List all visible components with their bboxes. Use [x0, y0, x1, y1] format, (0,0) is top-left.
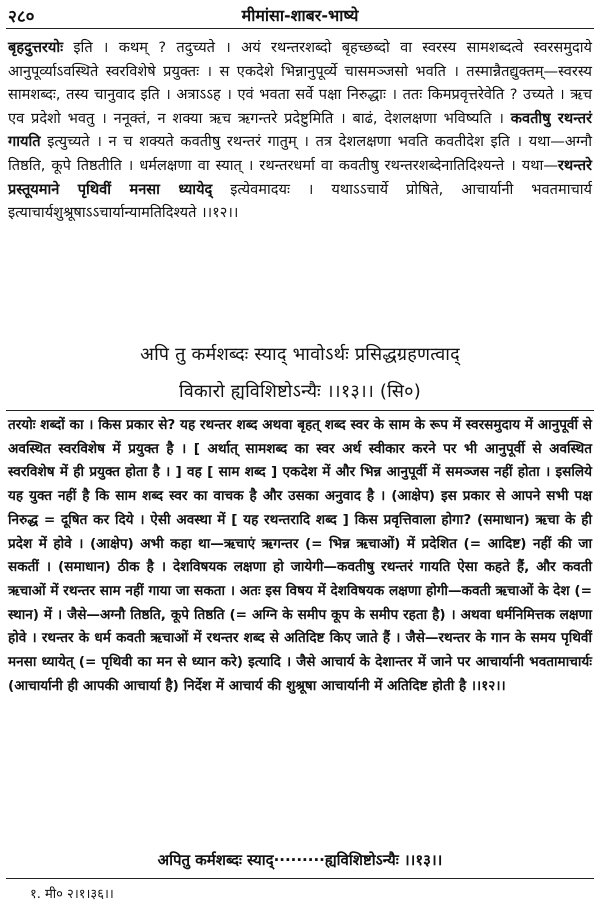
commentary-quote-2: रथन्तरे प्रस्तूयमाने पृथिवीं मनसा ध्यायेद्	[8, 156, 592, 198]
sutra-reference: अपितु कर्मशब्दः स्याद्·········ह्यविशिष्टोऽन्यैः ।।१३।।	[157, 851, 443, 869]
sanskrit-commentary	[8, 36, 592, 225]
footnote-rule	[6, 878, 594, 879]
siddhanta-marker: (सि०)	[379, 381, 421, 402]
commentary-text-3: इत्येवमादयः । यथाऽऽचार्ये प्रोषिते, आचार्यानी भवतमाचार्य इत्याचार्यशुश्रूषाऽऽचार्यान्यामतिदिश्यते ।।१२।।	[8, 180, 592, 222]
commentary-text-2: इत्युच्यते । न च शक्यते कवतीषु रथन्तरं गातुम् । तत्र देशलक्षणा भवति कवतीदेश इति । यथा—अग्नौ तिष्ठति, कूपे तिष्ठतीति । धर्मलक्षणा वा स्यात् । रथन्तरधर्मा वा कवतीषु रथन्तरशब्देनातिदिश्यन्ते । यथा—	[8, 133, 592, 174]
translation-rule	[6, 410, 594, 411]
commentary-text-1: इति । कथम् ? तदुच्यते । अयं रथन्तरशब्दो बृहच्छब्दो वा स्वरस्य सामशब्दत्वे स्वरसमुदाये आनुपूर्व्याऽवस्थिते स्वरविशेषे प्रयुक्तः । स एकदेशे भिन्नानुपूर्व्ये चासमञ्जसो भवति । तस्मान्नैतद्युक्तम्—स्वरस्य सामशब्दः, तस्य चानुवाद इति । अत्राऽऽह । एवं भवता सर्वे पक्षा निरुद्धाः । ततः किमप्रवृत्तरेवेति ? उच्यते । ऋच एव प्रदेशो भवतु । ननूक्तं, न शक्या ऋच ऋगन्तरे प्रदेष्टुमिति । बाढं, देशलक्षणा भविष्यति ।	[8, 39, 592, 127]
sutra-line-1: अपि तु कर्मशब्दः स्याद् भावोऽर्थः प्रसिद्धग्रहणत्वाद्	[140, 344, 460, 365]
commentary-lead: बृहदुत्तरयोः	[8, 39, 64, 56]
page-number: २८०	[8, 7, 35, 27]
hindi-paragraph: तरयोः शब्दों का । किस प्रकार से? यह रथन्तर शब्द अथवा बृहत् शब्द स्वर के साम के रूप में स्वरसमुदाय में आनुपूर्वी से अवस्थित स्वरविशेष में प्रयुक्त है । [ अर्थात् सामशब्द का स्वर अर्थ स्वीकार करने पर भी आनुपूर्वी से अवस्थित स्वरविशेष में ही प्रयुक्त होता है । ] वह [ साम शब्द ] एकदेश में और भिन्न आनुपूर्वी में समञ्जस नहीं होता । इसलिये यह युक्त नहीं है कि साम शब्द स्वर का वाचक है और उसका अनुवाद है । (आक्षेप) इस प्रकार से आपने सभी पक्ष निरुद्ध = दूषित कर दिये । ऐसी अवस्था में [ यह रथन्तरादि शब्द ] किस प्रवृत्तिवाला होगा? (समाधान) ऋचा के ही प्रदेश में होवे । (आक्षेप) अभी कहा था—ऋचाएं ऋगन्तर (= भिन्न ऋचाओं) में प्रदेशित (= आदिष्ट) नहीं की जा सकतीं । (समाधान) ठीक है । देशविषयक लक्षणा हो जायेगी—कवतीषु रथन्तरं गायति ऐसा कहते हैं, और कवती ऋचाओं में रथन्तर साम नहीं गाया जा सकता । अतः इस विषय में देशविषयक लक्षणा होगी—कवती ऋचाओं के देश (= स्थान) में । जैसे—अग्नौ तिष्ठति, कूपे तिष्ठति (= अग्नि के समीप कूप के समीप रहता है) । अथवा धर्मनिमित्तक लक्षणा होवे । रथन्तर के धर्म कवती ऋचाओं में रथन्तर शब्द से अतिदिष्ट किए जाते हैं । जैसे—रथन्तर के गान के समय पृथिवीं मनसा ध्यायेत् (= पृथिवी का मन से ध्यान करे) इत्यादि । जैसे आचार्य के देशान्तर में जाने पर आचार्यानी भवतामाचार्यः (आचार्यानी ही आपकी आचार्या है) निर्देश में आचार्य की शुश्रूषा आचार्यानी में अतिदिष्ट होती है ।।१२।।	[8, 417, 592, 694]
running-head	[0, 4, 600, 26]
header-rule	[6, 28, 594, 29]
commentary-paragraph	[8, 36, 592, 225]
hindi-translation	[8, 414, 592, 698]
footnote: १. मी० २।१।३६।।	[30, 887, 114, 902]
sutra-line-2-text: विकारो ह्यविशिष्टोऽन्यैः ।।१३।।	[179, 381, 374, 402]
running-title: मीमांसा-शाबर-भाष्ये	[241, 6, 359, 25]
commentary-quote-1: कवतीषु रथन्तरं गायति	[8, 109, 593, 151]
sutra-line-2	[0, 379, 600, 403]
